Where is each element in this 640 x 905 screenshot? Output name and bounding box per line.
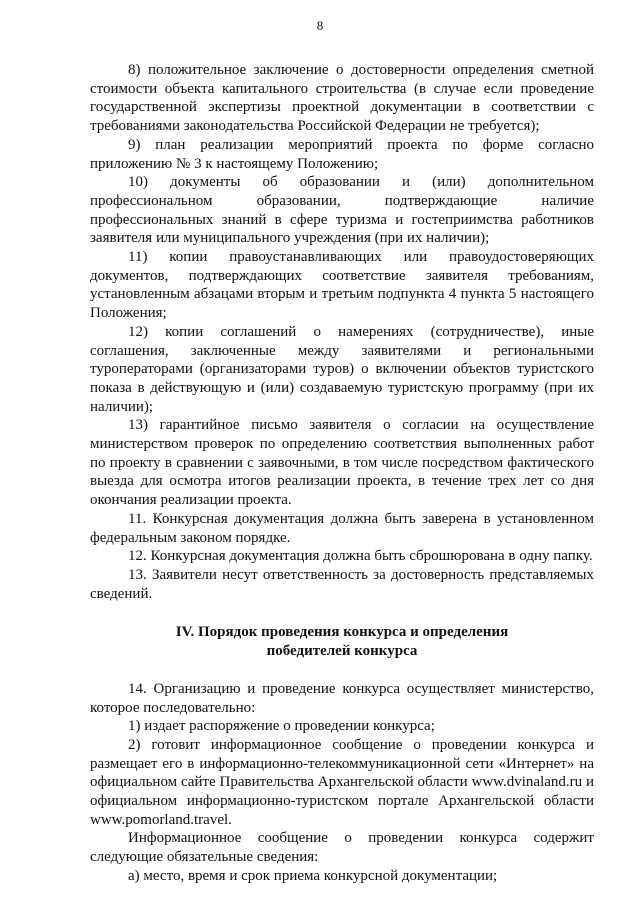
paragraph-clause-13: 13. Заявители несут ответственность за достоверность представляемых сведений.	[90, 566, 594, 602]
paragraph-clause-14: 14. Организацию и проведение конкурса осуществляет министерство, которое последовательно:	[90, 680, 594, 716]
paragraph-clause-11: 11. Конкурсная документация должна быть заверена в установленном федеральным законом порядке.	[90, 510, 594, 546]
paragraph-subitem-a: а) место, время и срок приема конкурсной документации;	[128, 867, 498, 884]
paragraph-item-11: 11) копии правоустанавливающих или правоудостоверяющих документов, подтверждающих соответствие заявителя требованиям, установленным абзацами вторым и третьим подпункта 4 пункта 5 настоящего Положения;	[90, 249, 594, 322]
paragraph-item-13: 13) гарантийное письмо заявителя о согласии на осуществление министерством проверок по определению соответствия выполненных работ по проекту в сравнении с заявочными, в том числе посредством фактического выезда для осмотра итогов реализации проекта, в течение трех лет со дня окончания реализации проекта.	[90, 417, 594, 509]
paragraph-subitem-2: 2) готовит информационное сообщение о проведении конкурса и размещает его в информационно-телекоммуникационной сети «Интернет» на официальном сайте Правительства Архангельской области www.dvinaland.ru и официальном информационно-туристском портале Архангельской области www.pomorland.travel.	[90, 736, 594, 828]
paragraph-subitem-1: 1) издает распоряжение о проведении конкурса;	[128, 718, 435, 735]
paragraph-item-9: 9) план реализации мероприятий проекта по форме согласно приложению № 3 к настоящему Положению;	[90, 136, 594, 172]
document-body	[90, 61, 594, 886]
section-heading-line-2: победителей конкурса	[266, 643, 418, 660]
paragraph-item-10: 10) документы об образовании и (или) дополнительном профессиональном образовании, подтверждающие наличие профессиональных знаний в сфере туризма и гостеприимства работников заявителя или муниципального учреждения (при их наличии);	[90, 174, 594, 247]
section-heading	[90, 623, 594, 660]
paragraph-clause-12: 12. Конкурсная документация должна быть сброшюрована в одну папку.	[128, 548, 593, 565]
paragraph-info-message: Информационное сообщение о проведении конкурса содержит следующие обязательные сведения:	[90, 830, 594, 866]
paragraph-item-12: 12) копии соглашений о намерениях (сотрудничестве), иные соглашения, заключенные между заявителями и региональными туроператорами (организаторами туров) о включении объектов туристского показа в действующую и (или) создаваемую туристскую программу (при их наличии);	[90, 323, 594, 415]
section-heading-line-1: IV. Порядок проведения конкурса и определения	[175, 624, 509, 641]
page-number: 8	[316, 18, 324, 33]
paragraph-item-8: 8) положительное заключение о достоверности определения сметной стоимости объекта капитального строительства (в случае если проведение государственной экспертизы проектной документации в соответствии с требованиями законодательства Российской Федерации не требуется);	[90, 62, 594, 135]
